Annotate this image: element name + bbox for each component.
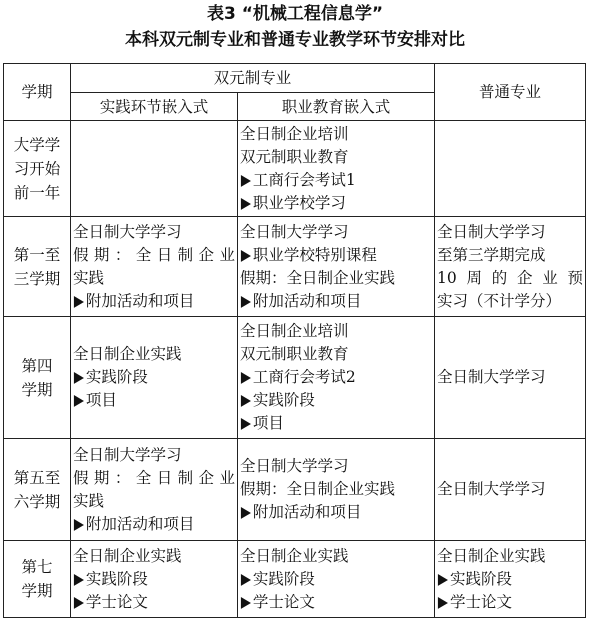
bullet-item [240, 192, 432, 215]
triangle-bullet-icon: ▶ [240, 592, 252, 611]
normal-cell [435, 217, 586, 317]
bullet-item [240, 501, 432, 524]
triangle-bullet-icon: ▶ [240, 368, 252, 386]
cell-text: 10周的企业预 [437, 268, 584, 287]
header-period: 学期 [4, 64, 71, 121]
cell-text-line [73, 244, 235, 267]
triangle-bullet-icon: ▶ [240, 193, 252, 212]
normal-cell [435, 121, 586, 217]
bullet-item [73, 366, 235, 389]
triangle-bullet-icon: ▶ [73, 368, 85, 386]
cell-text: 附加活动和项目 [252, 291, 362, 310]
cell-text: 全日制大学学习 [73, 445, 182, 464]
cell-text: 实习（不计学分） [437, 291, 562, 310]
cell-text: 全日制企业实践 [73, 546, 182, 565]
bullet-item [437, 568, 583, 591]
practice-cell [71, 439, 238, 541]
normal-cell [435, 439, 586, 541]
vocational-cell [238, 439, 435, 541]
table-row [4, 217, 586, 317]
period-cell [4, 217, 71, 317]
vocational-cell [238, 317, 435, 439]
cell-text-line [240, 320, 432, 343]
period-cell [4, 439, 71, 541]
header-dual: 双元制专业 [71, 64, 435, 93]
table-row [4, 317, 586, 439]
cell-text: 实践阶段 [85, 569, 148, 588]
triangle-bullet-icon: ▶ [73, 391, 85, 409]
cell-text-line [240, 343, 432, 366]
cell-text-line [73, 545, 235, 568]
cell-text: 假期：全日制企业 [73, 468, 235, 487]
cell-text: 全日制企业实践 [73, 345, 182, 363]
triangle-bullet-icon: ▶ [437, 592, 449, 611]
cell-text: 学士论文 [85, 592, 148, 611]
cell-text: 全日制大学学习 [437, 480, 546, 498]
period-cell [4, 541, 71, 618]
cell-text: 职业学校特别课程 [252, 245, 377, 264]
bullet-item [240, 366, 432, 389]
cell-text: 项目 [85, 391, 117, 409]
cell-text: 附加活动和项目 [85, 291, 195, 310]
cell-text: 假期：全日制企业实践 [240, 480, 396, 498]
cell-text: 全日制大学学习 [73, 222, 182, 241]
cell-text-line [437, 545, 583, 568]
period-label-line: 学期 [21, 380, 53, 399]
cell-text: 全日制大学学习 [240, 222, 349, 241]
header-practice: 实践环节嵌入式 [71, 93, 238, 121]
normal-cell [435, 317, 586, 439]
cell-text: 附加活动和项目 [252, 503, 362, 521]
vocational-cell [238, 541, 435, 618]
practice-cell [71, 121, 238, 217]
bullet-item [240, 568, 432, 591]
cell-text: 项目 [252, 414, 284, 432]
cell-text: 双元制职业教育 [240, 345, 349, 363]
cell-text: 全日制企业实践 [437, 546, 546, 565]
header-row [4, 64, 586, 93]
cell-text: 工商行会考试1 [252, 170, 356, 189]
cell-text: 至第三学期完成 [437, 245, 546, 264]
cell-text-line [73, 490, 235, 513]
period-label-line: 第一至 [13, 245, 61, 264]
cell-text: 双元制职业教育 [240, 147, 349, 166]
period-label-line: 前一年 [13, 183, 61, 202]
cell-text-line [240, 478, 432, 501]
triangle-bullet-icon: ▶ [73, 569, 85, 588]
cell-text: 附加活动和项目 [85, 514, 195, 533]
cell-text-line [73, 221, 235, 244]
cell-text: 实践阶段 [85, 368, 148, 386]
cell-text: 全日制大学学习 [240, 457, 349, 475]
cell-text-line [437, 290, 583, 313]
triangle-bullet-icon: ▶ [73, 514, 85, 533]
cell-text-line [240, 146, 432, 169]
cell-text-line [437, 366, 583, 389]
period-cell [4, 317, 71, 439]
period-label-line: 六学期 [13, 492, 61, 511]
bullet-item [437, 591, 583, 614]
header-normal: 普通专业 [435, 64, 586, 121]
cell-text: 实践阶段 [449, 569, 512, 588]
normal-cell [435, 541, 586, 618]
triangle-bullet-icon: ▶ [240, 391, 252, 409]
cell-text-line [73, 444, 235, 467]
period-label-line: 第五至 [13, 468, 61, 487]
cell-text: 假期：全日制企业实践 [240, 268, 396, 287]
table-row [4, 541, 586, 618]
bullet-item [73, 513, 235, 536]
cell-text: 职业学校学习 [252, 193, 346, 212]
bullet-item [240, 244, 432, 267]
period-label-line: 大学学 [13, 135, 61, 154]
triangle-bullet-icon: ▶ [437, 569, 449, 588]
period-cell [4, 121, 71, 217]
period-label-line: 习开始 [13, 159, 61, 178]
cell-text-line [240, 267, 432, 290]
bullet-item [240, 412, 432, 435]
cell-text: 全日制企业实践 [240, 546, 349, 565]
table-title: 表3 “机械工程信息学” [206, 4, 384, 24]
practice-cell [71, 217, 238, 317]
bullet-item [240, 290, 432, 313]
cell-text: 实践 [73, 268, 105, 287]
cell-text: 实践阶段 [252, 569, 315, 588]
bullet-item [240, 169, 432, 192]
period-label-line: 第七 [21, 558, 53, 576]
bullet-item [240, 389, 432, 412]
cell-text-line [73, 343, 235, 366]
cell-text-line [437, 267, 583, 290]
triangle-bullet-icon: ▶ [73, 592, 85, 611]
cell-text: 实践 [73, 491, 105, 510]
table-row [4, 439, 586, 541]
table-subtitle: 本科双元制专业和普通专业教学环节安排对比 [125, 30, 465, 50]
practice-cell [71, 317, 238, 439]
cell-text-line [73, 267, 235, 290]
triangle-bullet-icon: ▶ [240, 291, 252, 310]
cell-text: 学士论文 [252, 592, 315, 611]
cell-text-line [437, 244, 583, 267]
bullet-item [73, 290, 235, 313]
triangle-bullet-icon: ▶ [240, 414, 252, 432]
cell-text-line [240, 545, 432, 568]
triangle-bullet-icon: ▶ [240, 170, 252, 189]
vocational-cell [238, 217, 435, 317]
cell-text: 全日制企业培训 [240, 322, 349, 340]
cell-text-line [437, 221, 583, 244]
triangle-bullet-icon: ▶ [73, 291, 85, 310]
table-row [4, 121, 586, 217]
bullet-item [73, 389, 235, 412]
cell-text: 学士论文 [449, 592, 512, 611]
period-label-line: 学期 [21, 582, 53, 600]
practice-cell [71, 541, 238, 618]
cell-text: 假期：全日制企业 [73, 245, 235, 264]
cell-text: 工商行会考试2 [252, 368, 356, 386]
cell-text-line [73, 467, 235, 490]
bullet-item [73, 591, 235, 614]
cell-text: 全日制大学学习 [437, 222, 546, 241]
cell-text-line [240, 123, 432, 146]
comparison-table [3, 63, 586, 618]
bullet-item [73, 568, 235, 591]
triangle-bullet-icon: ▶ [240, 503, 252, 521]
vocational-cell [238, 121, 435, 217]
cell-text: 实践阶段 [252, 391, 315, 409]
period-label-line: 三学期 [13, 269, 61, 288]
bullet-item [240, 591, 432, 614]
cell-text-line [240, 221, 432, 244]
cell-text-line [437, 478, 583, 501]
header-vocational: 职业教育嵌入式 [238, 93, 435, 121]
cell-text-line [240, 455, 432, 478]
cell-text: 全日制大学学习 [437, 368, 546, 386]
triangle-bullet-icon: ▶ [240, 569, 252, 588]
cell-text: 全日制企业培训 [240, 124, 349, 143]
period-label-line: 第四 [21, 356, 53, 375]
triangle-bullet-icon: ▶ [240, 245, 252, 264]
